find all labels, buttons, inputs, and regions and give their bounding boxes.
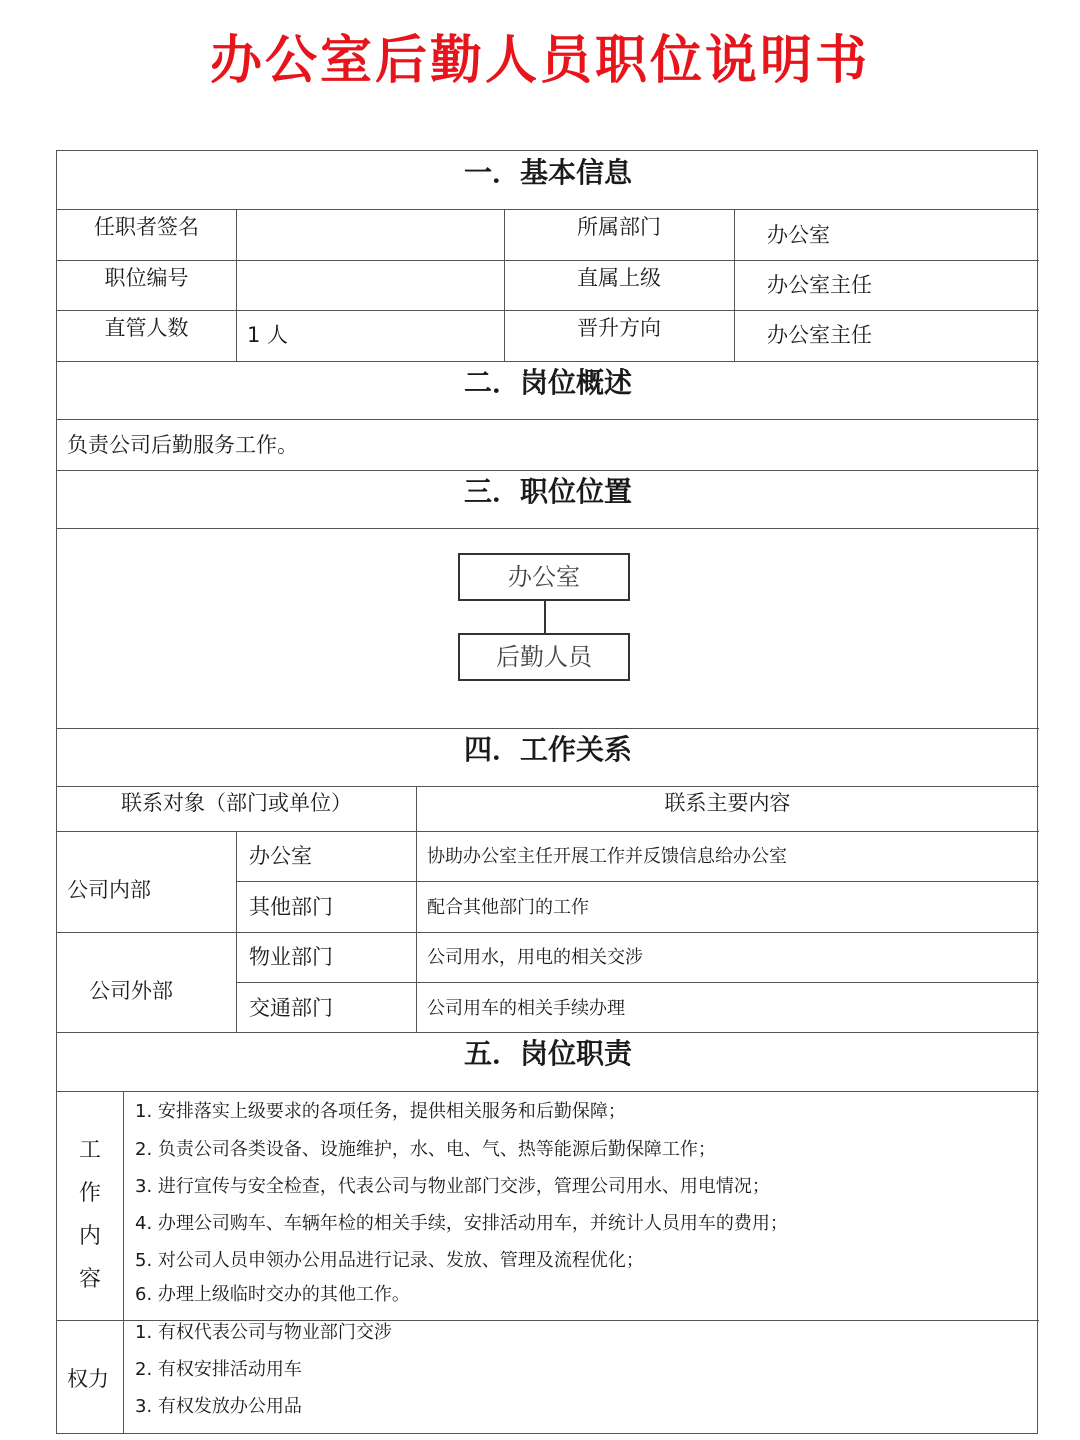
relation-dept: 其他部门 bbox=[249, 895, 333, 919]
divider bbox=[236, 982, 1039, 983]
work-item: 5. 对公司人员申领办公用品进行记录、发放、管理及流程优化； bbox=[135, 1250, 644, 1271]
divider bbox=[57, 470, 1039, 471]
divider bbox=[57, 831, 1039, 832]
work-content-label: 工 作 内 容 bbox=[78, 1138, 101, 1292]
department-value: 办公室 bbox=[767, 223, 830, 247]
relation-dept: 交通部门 bbox=[249, 996, 333, 1020]
relation-dept: 办公室 bbox=[249, 844, 312, 868]
document-title: 办公室后勤人员职位说明书 bbox=[209, 31, 870, 91]
relation-content: 配合其他部门的工作 bbox=[427, 897, 589, 918]
divider bbox=[57, 528, 1039, 529]
section-duties-heading: 五．岗位职责 bbox=[463, 1037, 632, 1070]
divider bbox=[123, 1091, 124, 1433]
divider bbox=[734, 209, 735, 361]
divider bbox=[416, 786, 417, 1032]
promotion-value: 办公室主任 bbox=[767, 323, 872, 347]
relations-content-header: 联系主要内容 bbox=[664, 791, 791, 815]
position-code-label: 职位编号 bbox=[104, 266, 189, 290]
power-item: 1. 有权代表公司与物业部门交涉 bbox=[135, 1322, 392, 1343]
divider bbox=[57, 310, 1039, 311]
section-basic-info-heading: 一．基本信息 bbox=[463, 156, 632, 189]
section-overview-heading: 二．岗位概述 bbox=[463, 366, 632, 399]
section-position-heading: 三．职位位置 bbox=[463, 475, 632, 508]
promotion-label: 晋升方向 bbox=[577, 316, 661, 340]
divider bbox=[57, 786, 1039, 787]
direct-reports-value: 1 人 bbox=[247, 323, 289, 347]
supervisor-label: 直属上级 bbox=[577, 266, 661, 290]
supervisor-value: 办公室主任 bbox=[767, 273, 872, 297]
relation-content: 公司用车的相关手续办理 bbox=[427, 998, 625, 1019]
relation-content: 公司用水，用电的相关交涉 bbox=[427, 947, 643, 968]
divider bbox=[236, 881, 1039, 882]
overview-text: 负责公司后勤服务工作。 bbox=[67, 433, 298, 457]
power-item: 3. 有权发放办公用品 bbox=[135, 1396, 302, 1417]
divider bbox=[236, 209, 237, 361]
divider bbox=[57, 419, 1039, 420]
divider bbox=[57, 728, 1039, 729]
power-label: 权力 bbox=[67, 1367, 109, 1391]
job-description-table bbox=[56, 150, 1038, 1434]
work-item: 1. 安排落实上级要求的各项任务，提供相关服务和后勤保障； bbox=[135, 1101, 626, 1122]
relation-content: 协助办公室主任开展工作并反馈信息给办公室 bbox=[427, 846, 787, 867]
group-internal-label: 公司内部 bbox=[67, 878, 151, 902]
direct-reports-label: 直管人数 bbox=[104, 316, 189, 340]
work-item: 3. 进行宣传与安全检查，代表公司与物业部门交涉，管理公司用水、用电情况； bbox=[135, 1176, 770, 1197]
relations-target-header: 联系对象（部门或单位） bbox=[121, 791, 352, 815]
divider bbox=[57, 209, 1039, 210]
divider bbox=[57, 361, 1039, 362]
divider bbox=[57, 1032, 1039, 1033]
divider bbox=[57, 260, 1039, 261]
department-label: 所属部门 bbox=[577, 215, 661, 239]
work-item: 2. 负责公司各类设备、设施维护，水、电、气、热等能源后勤保障工作； bbox=[135, 1139, 716, 1160]
work-item: 6. 办理上级临时交办的其他工作。 bbox=[135, 1284, 410, 1305]
group-external-label: 公司外部 bbox=[89, 979, 173, 1003]
org-connector bbox=[544, 601, 546, 633]
org-box-office: 办公室 bbox=[458, 553, 630, 601]
org-box-logistics-staff: 后勤人员 bbox=[458, 633, 630, 681]
work-item: 4. 办理公司购车、车辆年检的相关手续，安排活动用车，并统计人员用车的费用； bbox=[135, 1213, 788, 1234]
relation-dept: 物业部门 bbox=[249, 945, 333, 969]
section-relations-heading: 四．工作关系 bbox=[463, 733, 632, 766]
signature-label: 任职者签名 bbox=[94, 215, 199, 239]
divider bbox=[57, 932, 1039, 933]
power-item: 2. 有权安排活动用车 bbox=[135, 1359, 302, 1380]
divider bbox=[57, 1091, 1039, 1092]
